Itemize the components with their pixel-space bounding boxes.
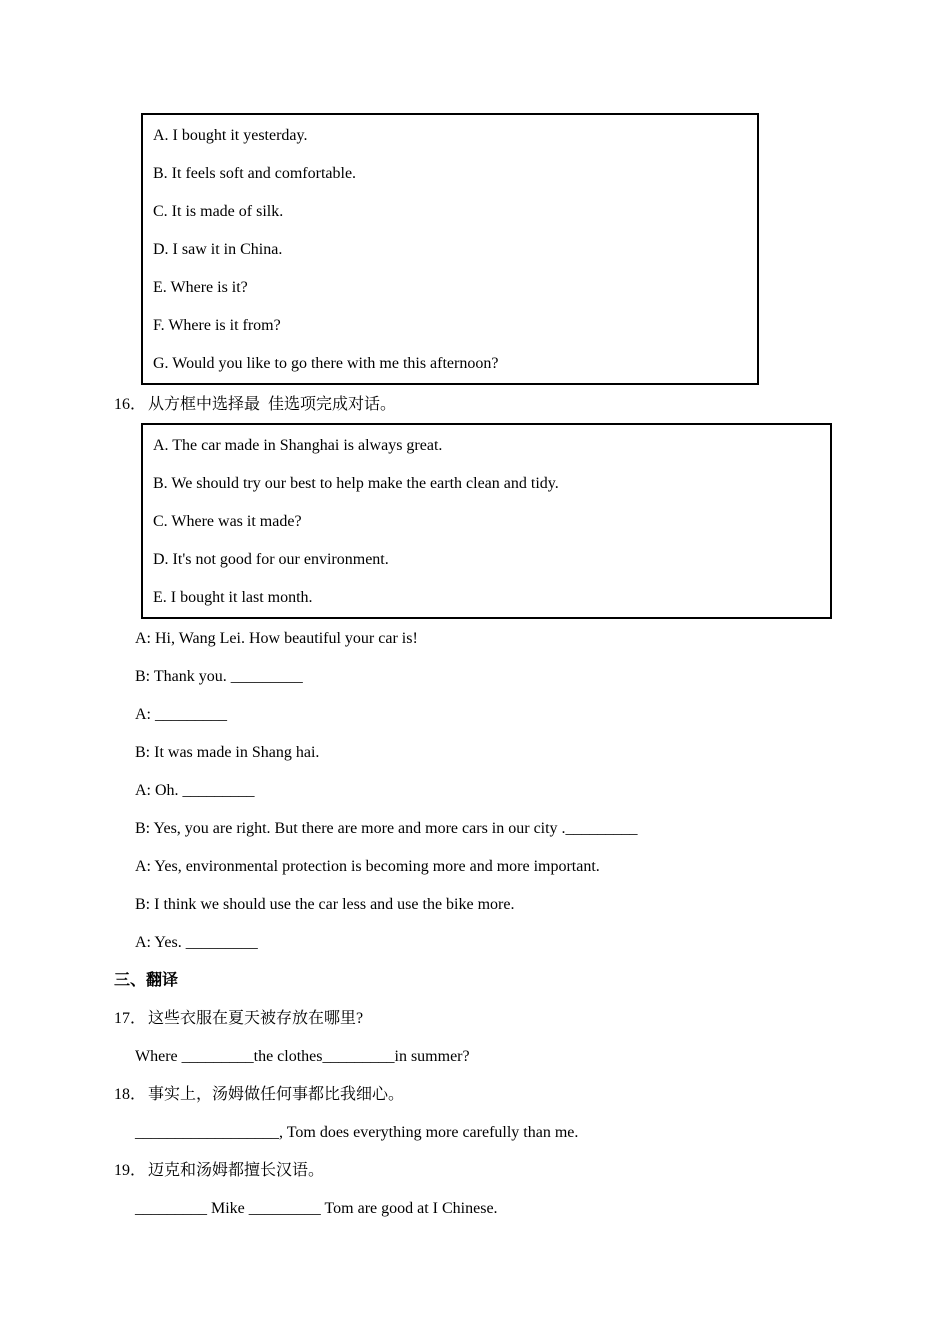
q16-option-a: A. The car made in Shanghai is always great. (153, 437, 443, 454)
dialogue-line-7: A: Yes, environmental protection is becoming more and more important. (135, 858, 600, 875)
q19-number: 19． (114, 1162, 147, 1179)
q17-prompt: 这些衣服在夏天被存放在哪里? (148, 1010, 364, 1027)
box1-option-f: F. Where is it from? (153, 317, 281, 334)
dialogue-line-3: A: _________ (135, 706, 227, 723)
dialogue-line-1: A: Hi, Wang Lei. How beautiful your car is! (135, 630, 418, 647)
q18-number: 18． (114, 1086, 147, 1103)
q19-answer: _________ Mike _________ Tom are good at I Chinese. (135, 1200, 498, 1217)
q18-prompt: 事实上，汤姆做任何事都比我细心。 (148, 1086, 405, 1103)
dialogue-line-8: B: I think we should use the car less and use the bike more. (135, 896, 515, 913)
dialogue-line-9: A: Yes. _________ (135, 934, 258, 951)
q16-number: 16． (114, 396, 147, 413)
dialogue-line-6: B: Yes, you are right. But there are more and more cars in our city ._________ (135, 820, 638, 837)
box1-option-e: E. Where is it? (153, 279, 248, 296)
q16-prompt: 从方框中选择最 佳选项完成对话。 (148, 396, 397, 413)
q16-option-e: E. I bought it last month. (153, 589, 313, 606)
box1-option-d: D. I saw it in China. (153, 241, 283, 258)
q17-answer: Where _________the clothes_________in summer? (135, 1048, 470, 1065)
box1-option-b: B. It feels soft and comfortable. (153, 165, 357, 182)
box1-option-c: C. It is made of silk. (153, 203, 284, 220)
dialogue-line-2: B: Thank you. _________ (135, 668, 303, 685)
box1-option-a: A. I bought it yesterday. (153, 127, 308, 144)
q17-number: 17． (114, 1010, 147, 1027)
q18-answer: __________________, Tom does everything more carefully than me. (135, 1124, 579, 1141)
section-heading: 三、翻译 (114, 972, 179, 989)
dialogue-line-4: B: It was made in Shang hai. (135, 744, 320, 761)
box1-option-g: G. Would you like to go there with me this afternoon? (153, 355, 499, 372)
dialogue-line-5: A: Oh. _________ (135, 782, 255, 799)
q16-option-d: D. It's not good for our environment. (153, 551, 389, 568)
q16-option-b: B. We should try our best to help make the earth clean and tidy. (153, 475, 559, 492)
q16-option-c: C. Where was it made? (153, 513, 302, 530)
q19-prompt: 迈克和汤姆都擅长汉语。 (148, 1162, 325, 1179)
